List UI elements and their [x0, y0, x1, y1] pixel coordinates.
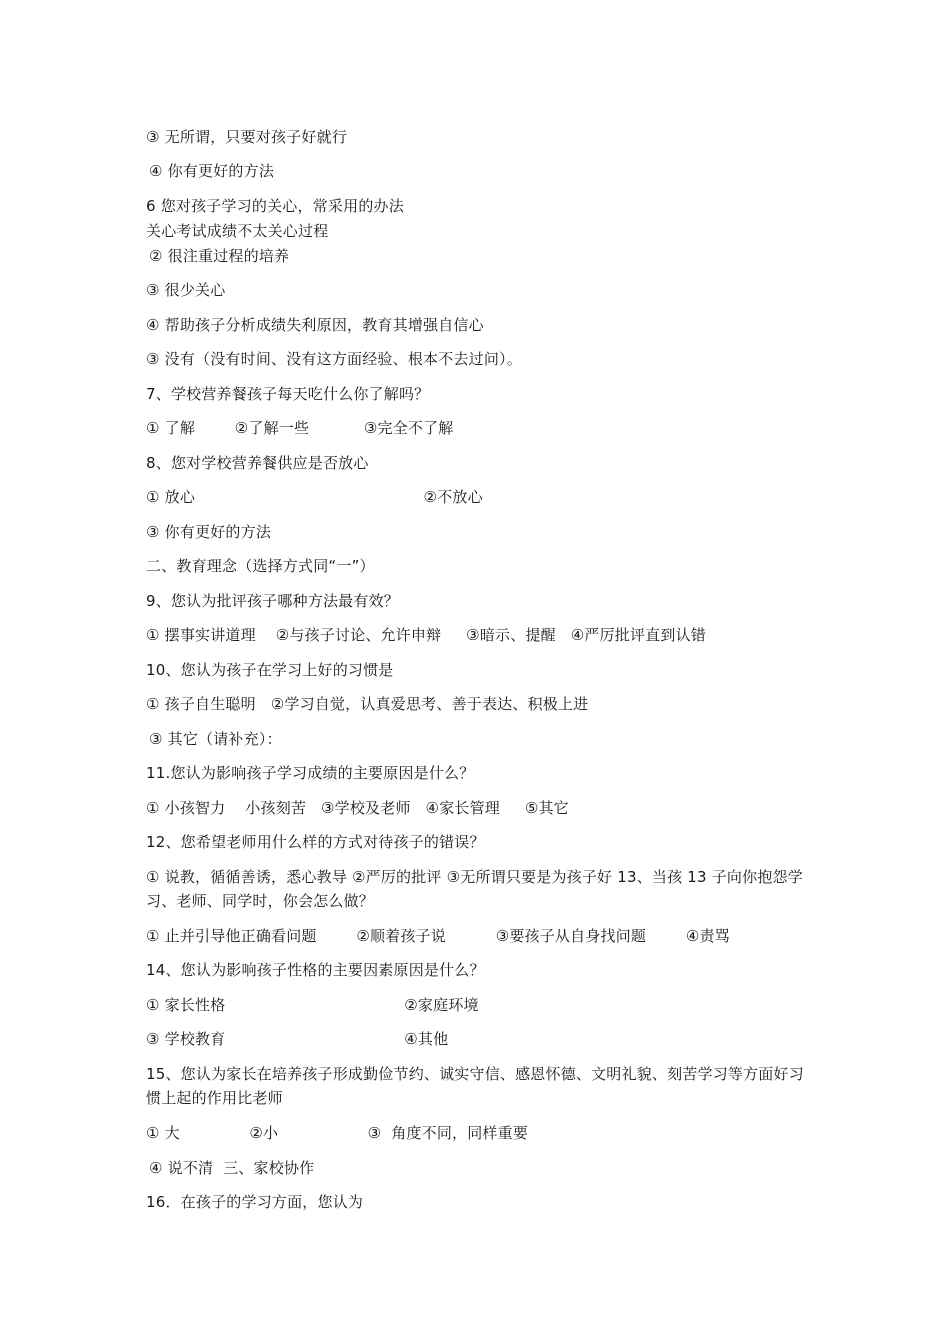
option-line: ① 大 ②小 ③ 角度不同，同样重要: [146, 1124, 529, 1142]
section-heading: 二、教育理念（选择方式同“一”）: [146, 557, 375, 575]
question-line: 14、您认为影响孩子性格的主要因素原因是什么？: [146, 961, 485, 979]
option-line: 关心考试成绩不太关心过程: [146, 222, 329, 240]
question-line: 9、您认为批评孩子哪种方法最有效？: [146, 592, 399, 610]
question-line: 12、您希望老师用什么样的方式对待孩子的错误？: [146, 833, 485, 851]
question-line: 6 您对孩子学习的关心，常采用的办法: [146, 197, 404, 215]
question-line: 8、您对学校营养餐供应是否放心: [146, 454, 369, 472]
question-line: 11.您认为影响孩子学习成绩的主要原因是什么？: [146, 764, 475, 782]
option-line: ④ 你有更好的方法: [149, 162, 275, 180]
option-line: ① 了解 ②了解一些 ③完全不了解: [146, 419, 454, 437]
option-line: ① 家长性格 ②家庭环境: [146, 996, 479, 1014]
option-line: ③ 无所谓，只要对孩子好就行: [146, 128, 348, 146]
question-line: 7、学校营养餐孩子每天吃什么你了解吗？: [146, 385, 430, 403]
option-line: ① 说教，循循善诱，悉心教导 ②严厉的批评 ③无所谓只要是为孩子好 13、当孩 13 子向你抱怨学习、老师、同学时，你会怎么做？: [146, 868, 803, 910]
option-line: ③ 学校教育 ④其他: [146, 1030, 449, 1048]
option-line: ③ 你有更好的方法: [146, 523, 272, 541]
option-line: ③ 很少关心: [146, 281, 226, 299]
question-line: 15、您认为家长在培养孩子形成勤俭节约、诚实守信、感恩怀德、文明礼貌、刻苦学习等方面好习惯上起的作用比老师: [146, 1065, 804, 1107]
option-line: ③ 没有（没有时间、没有这方面经验、根本不去过问）。: [146, 350, 522, 368]
option-line: ① 小孩智力 小孩刻苦 ③学校及老师 ④家长管理 ⑤其它: [146, 799, 569, 817]
option-line: ④ 帮助孩子分析成绩失利原因，教育其增强自信心: [146, 316, 484, 334]
option-line: ① 止并引导他正确看问题 ②顺着孩子说 ③要孩子从自身找问题 ④责骂: [146, 927, 730, 945]
option-line: ④ 说不清 三、家校协作: [149, 1159, 315, 1177]
option-line: ② 很注重过程的培养: [149, 247, 290, 265]
question-line: 10、您认为孩子在学习上好的习惯是: [146, 661, 394, 679]
option-line: ① 孩子自生聪明 ②学习自觉，认真爱思考、善于表达、积极上进: [146, 695, 589, 713]
question-line: 16．在孩子的学习方面，您认为: [146, 1193, 364, 1211]
option-line: ③ 其它（请补充）：: [149, 730, 282, 748]
option-line: ① 放心 ②不放心: [146, 488, 483, 506]
option-line: ① 摆事实讲道理 ②与孩子讨论、允许申辩 ③暗示、提醒 ④严厉批评直到认错: [146, 626, 706, 644]
